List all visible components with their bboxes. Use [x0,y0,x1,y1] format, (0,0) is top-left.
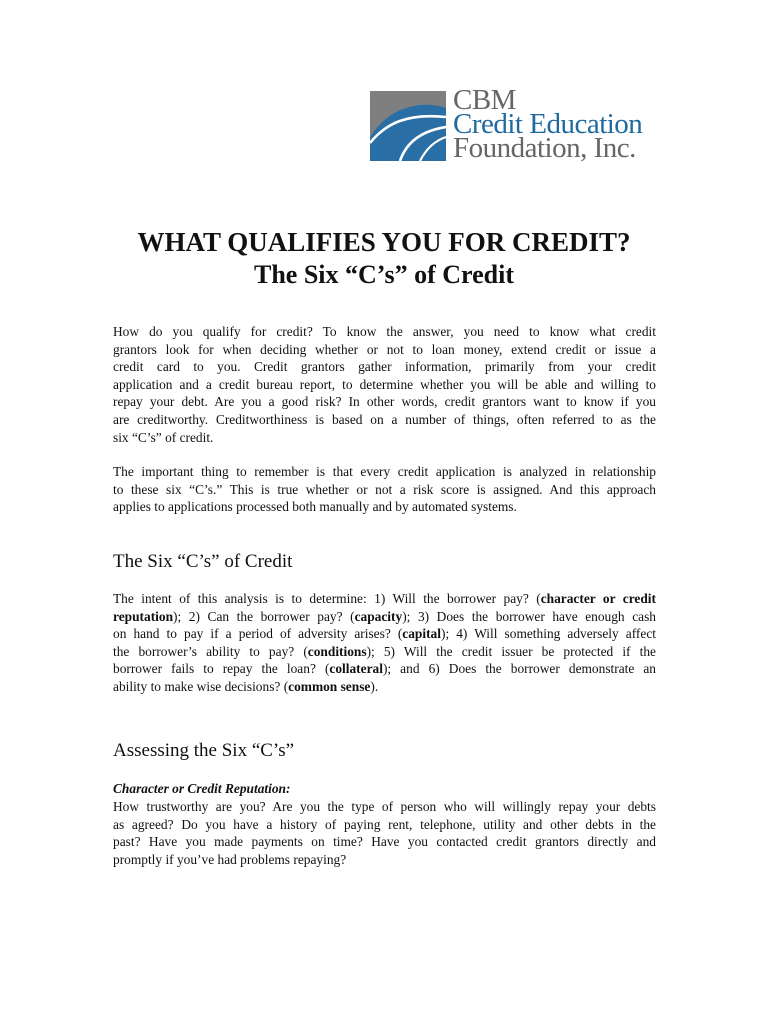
paragraph-line: repay your debt. Are you a good risk? In other words, credit grantors want to know if you [113,394,656,410]
text-run: ability to make wise decisions? ( [113,678,289,694]
term-capacity: capacity [354,608,403,624]
text-run: ); and 6) Does the borrower demonstrate an [382,661,657,677]
page-subtitle: The Six “C’s” of Credit [254,260,514,289]
paragraph-line [113,678,656,696]
text-run: borrower fails to repay the loan? ( [113,661,330,677]
subheading-character: Character or Credit Reputation: [113,781,291,796]
paragraph-line: are creditworthy. Creditworthiness is based on a number of things, often referred to as the [113,411,656,427]
text-run: The intent of this analysis is to determine: 1) Will the borrower pay? ( [113,591,541,606]
term-conditions: conditions [307,643,367,659]
term-character: character or credit [540,591,656,606]
term-common-sense: common sense [288,678,371,694]
text-run: ); 5) Will the credit issuer be protected if the [366,643,656,659]
paragraph-line: application and a credit bureau report, to determine whether you will be able and willing to [113,376,656,392]
text-run: on hand to pay if a period of adversity arises? ( [113,626,403,642]
intro-paragraph [113,323,656,446]
term-collateral: collateral [329,661,383,677]
important-paragraph [113,463,656,516]
logo-line-credit-education: Credit Education [453,108,643,140]
paragraph-line: The important thing to remember is that every credit application is analyzed in relationship [113,464,656,479]
character-paragraph [113,798,656,868]
text-run: ); 3) Does the borrower have enough cash [402,608,657,624]
paragraph-line [113,660,656,678]
logo-wordmark [453,84,668,164]
paragraph-line: credit card to you. Credit grantors gather information, primarily from your credit [113,359,656,375]
paragraph-line: promptly if you’ve had problems repaying? [113,851,347,867]
logo-line-cbm: CBM [453,84,516,116]
text-run: ). [370,678,379,694]
paragraph-line [113,590,656,608]
paragraph-line: six “C’s” of credit. [113,429,214,445]
paragraph-line: as agreed? Do you have a history of paying rent, telephone, utility and other debts in the [113,816,656,832]
logo-line-foundation: Foundation, Inc. [453,132,636,164]
paragraph-line [113,625,656,643]
section-heading-assessing: Assessing the Six “C’s” [113,740,295,761]
paragraph-line: past? Have you made payments on time? Have you contacted credit grantors directly and [113,834,656,850]
paragraph-line [113,643,656,661]
cbm-logo [370,84,670,168]
cbm-wave-square-icon [370,91,446,161]
text-run: ); 4) Will something adversely affect [440,626,656,642]
paragraph-line: applies to applications processed both manually and by automated systems. [113,499,517,515]
page-title: WHAT QUALIFIES YOU FOR CREDIT? [137,227,631,257]
paragraph-line: How do you qualify for credit? To know the answer, you need to know what credit [113,324,656,339]
paragraph-line: How trustworthy are you? Are you the type of person who will willingly repay your debts [113,799,656,814]
paragraph-line [113,608,656,626]
paragraph-line: grantors look for when deciding whether or not to loan money, extend credit or issue a [113,341,656,357]
paragraph-line: to these six “C’s.” This is true whether or not a risk score is assigned. And this approach [113,481,656,497]
term-capital: capital [402,626,441,642]
section-heading-six-cs: The Six “C’s” of Credit [113,551,293,572]
term-reputation: reputation [113,608,174,624]
text-run: the borrower’s ability to pay? ( [113,643,308,659]
six-cs-paragraph [113,590,656,696]
text-run: ); 2) Can the borrower pay? ( [173,608,355,624]
